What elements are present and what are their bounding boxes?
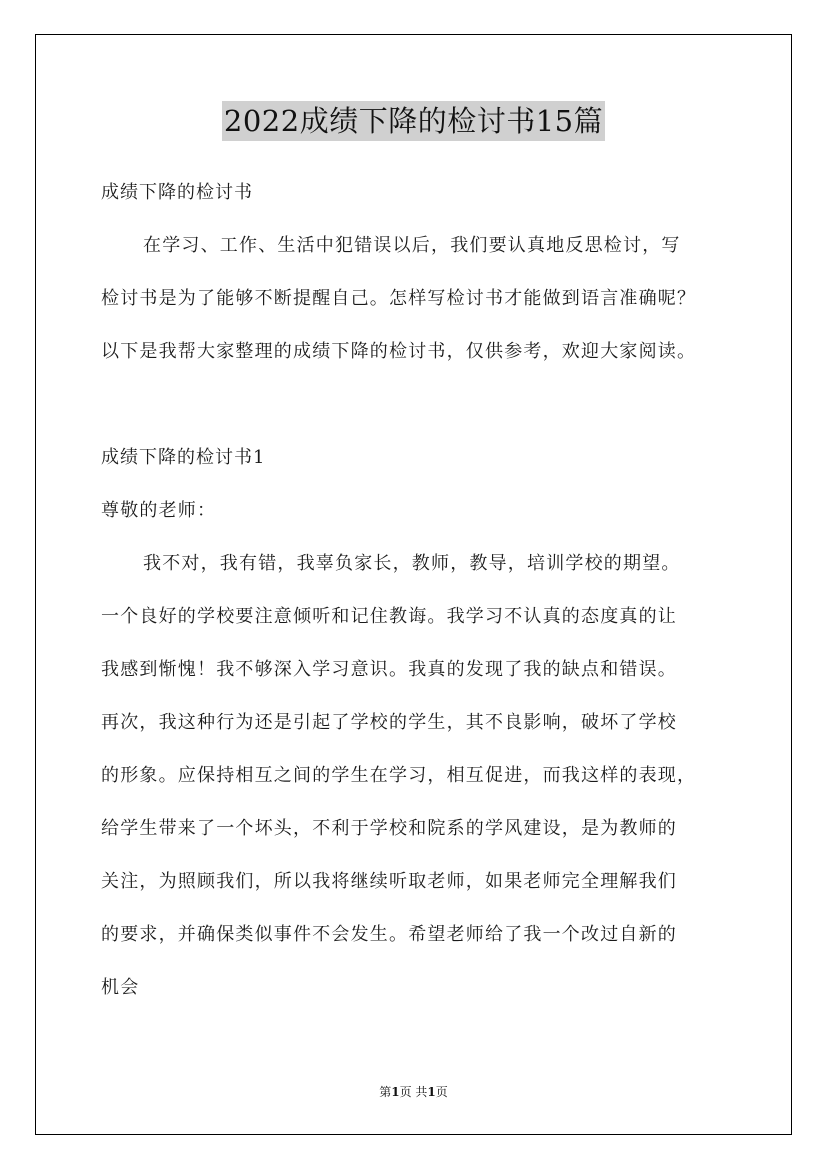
intro-line: 在学习、工作、生活中犯错误以后，我们要认真地反思检讨，写	[143, 235, 681, 256]
page-total: 1	[427, 1085, 436, 1099]
page-current: 1	[391, 1085, 400, 1099]
body-line: 我感到惭愧！我不够深入学习意识。我真的发现了我的缺点和错误。	[101, 659, 677, 680]
body-line: 机会	[101, 977, 140, 998]
body-line: 关注，为照顾我们，所以我将继续听取老师，如果老师完全理解我们	[101, 871, 677, 892]
document-body	[101, 177, 741, 1025]
page-mid: 页 共	[399, 1085, 428, 1099]
intro-line: 检讨书是为了能够不断提醒自己。怎样写检讨书才能做到语言准确呢？	[101, 288, 697, 309]
intro-line: 以下是我帮大家整理的成绩下降的检讨书，仅供参考，欢迎大家阅读。	[101, 341, 697, 362]
title-container	[0, 101, 827, 141]
page-prefix: 第	[379, 1085, 392, 1099]
body-line: 给学生带来了一个坏头，不利于学校和院系的学风建设，是为教师的	[101, 818, 677, 839]
page-suffix: 页	[435, 1085, 448, 1099]
body-line: 再次，我这种行为还是引起了学校的学生，其不良影响，破坏了学校	[101, 712, 677, 733]
body-line: 一个良好的学校要注意倾听和记住教诲。我学习不认真的态度真的让	[101, 606, 677, 627]
body-line: 的要求，并确保类似事件不会发生。希望老师给了我一个改过自新的	[101, 924, 677, 945]
salutation: 尊敬的老师：	[101, 500, 217, 521]
paragraph-spacer	[101, 389, 741, 442]
page-footer	[0, 1083, 827, 1100]
body-line: 的形象。应保持相互之间的学生在学习，相互促进，而我这样的表现，	[101, 765, 697, 786]
intro-heading: 成绩下降的检讨书	[101, 182, 253, 203]
document-title: 2022成绩下降的检讨书15篇	[222, 101, 605, 141]
section-heading: 成绩下降的检讨书1	[101, 447, 266, 468]
body-line: 我不对，我有错，我辜负家长，教师，教导，培训学校的期望。	[143, 553, 681, 574]
